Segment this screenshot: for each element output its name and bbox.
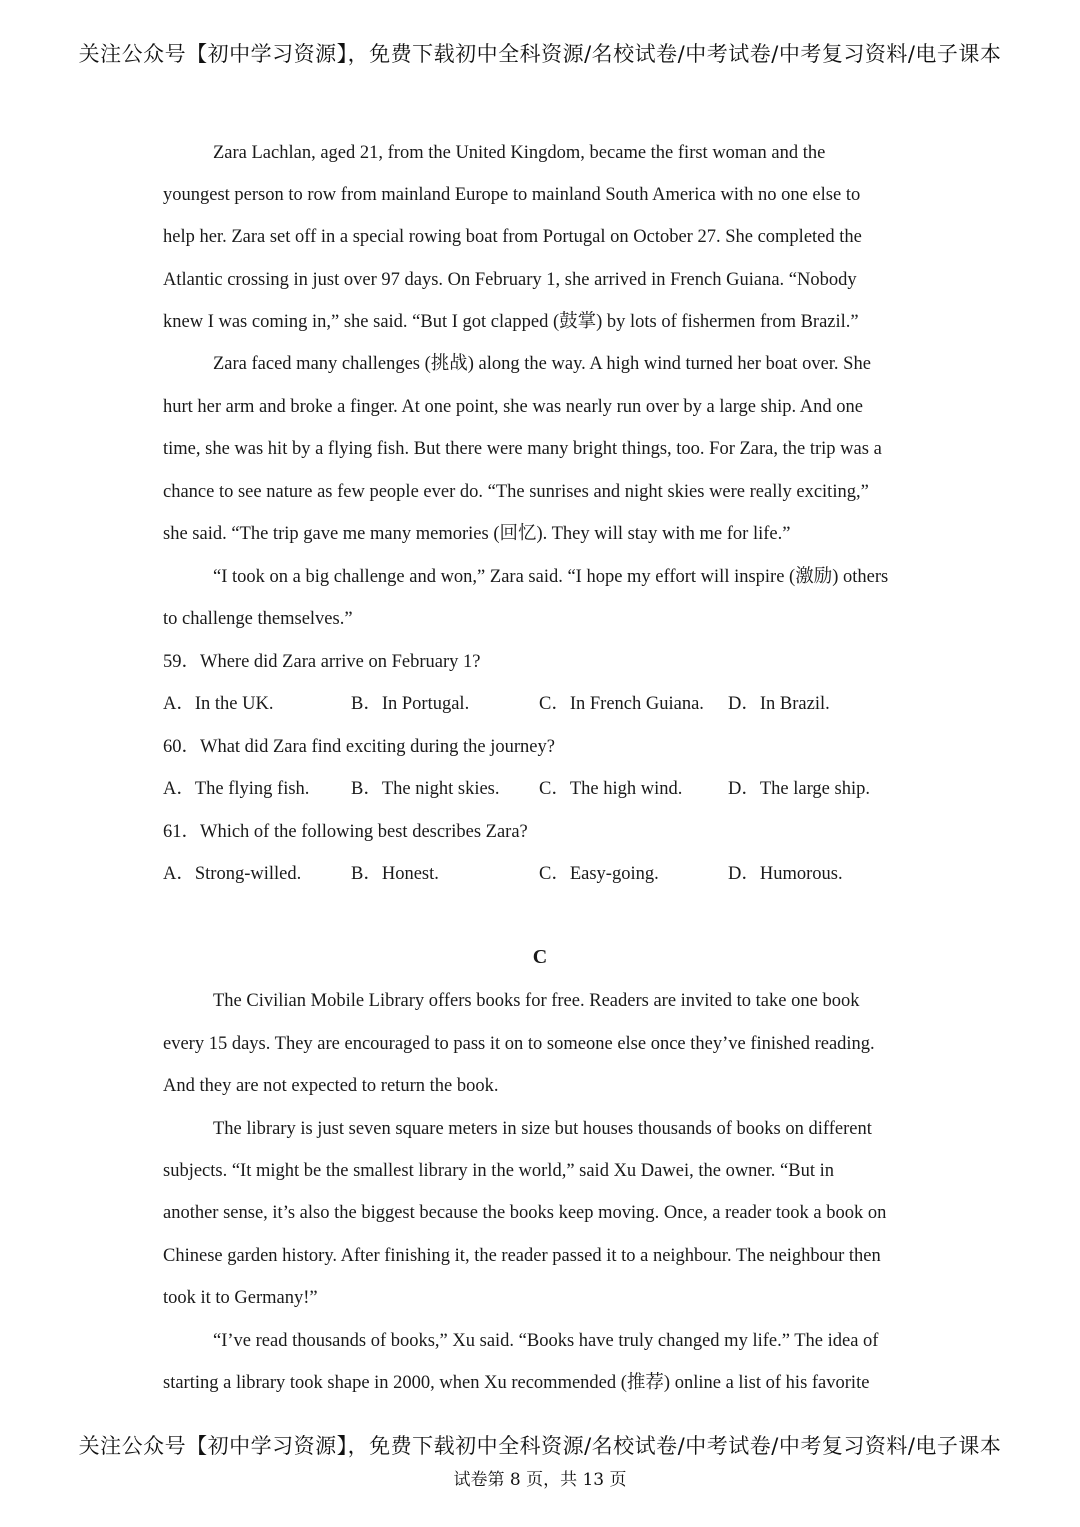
question-stem: 61．Which of the following best describes Zara? [163, 822, 528, 842]
passage-line: every 15 days. They are encouraged to pass it on to someone else once they’ve finished reading. [163, 1034, 875, 1054]
option-b: B．Honest. [351, 864, 439, 884]
option-c: C．The high wind. [539, 779, 683, 799]
option-a: A．Strong-willed. [163, 864, 302, 884]
passage-line: starting a library took shape in 2000, when Xu recommended (推荐) online a list of his favorite [163, 1373, 870, 1393]
passage-line: The library is just seven square meters in size but houses thousands of books on different [213, 1119, 872, 1139]
option-b: B．The night skies. [351, 779, 500, 799]
section-heading: C [532, 946, 548, 968]
passage-line: hurt her arm and broke a finger. At one point, she was nearly run over by a large ship. And one [163, 397, 863, 417]
passage-line: And they are not expected to return the book. [163, 1076, 499, 1096]
passage-line: Zara faced many challenges (挑战) along the way. A high wind turned her boat over. She [213, 354, 871, 374]
option-a: A．The flying fish. [163, 779, 310, 799]
passage-line: she said. “The trip gave me many memories (回忆). They will stay with me for life.” [163, 524, 791, 544]
passage-line: Chinese garden history. After finishing it, the reader passed it to a neighbour. The neighbour then [163, 1246, 881, 1266]
option-d: D．Humorous. [728, 864, 843, 884]
passage-line: youngest person to row from mainland Europe to mainland South America with no one else to [163, 185, 861, 205]
passage-line: chance to see nature as few people ever do. “The sunrises and night skies were really exciting,” [163, 482, 869, 502]
passage-line: “I took on a big challenge and won,” Zara said. “I hope my effort will inspire (激励) others [213, 567, 889, 587]
passage-line: another sense, it’s also the biggest because the books keep moving. Once, a reader took a book on [163, 1203, 887, 1223]
passage-line: knew I was coming in,” she said. “But I got clapped (鼓掌) by lots of fishermen from Brazil.” [163, 312, 859, 332]
option-c: C．In French Guiana. [539, 694, 704, 714]
footer-banner: 关注公众号【初中学习资源】，免费下载初中全科资源/名校试卷/中考试卷/中考复习资料/电子课本 [78, 1434, 1002, 1458]
option-c: C．Easy-going. [539, 864, 659, 884]
passage-line: took it to Germany!” [163, 1288, 318, 1308]
header-banner: 关注公众号【初中学习资源】，免费下载初中全科资源/名校试卷/中考试卷/中考复习资料/电子课本 [78, 42, 1002, 66]
passage-line: The Civilian Mobile Library offers books for free. Readers are invited to take one book [213, 991, 860, 1011]
option-a: A．In the UK. [163, 694, 274, 714]
passage-line: Zara Lachlan, aged 21, from the United Kingdom, became the first woman and the [213, 143, 826, 163]
passage-line: help her. Zara set off in a special rowing boat from Portugal on October 27. She completed the [163, 227, 862, 247]
passage-line: time, she was hit by a flying fish. But there were many bright things, too. For Zara, the trip was a [163, 439, 882, 459]
passage-line: subjects. “It might be the smallest library in the world,” said Xu Dawei, the owner. “But in [163, 1161, 834, 1181]
question-stem: 59．Where did Zara arrive on February 1? [163, 652, 481, 672]
option-d: D．The large ship. [728, 779, 870, 799]
passage-line: to challenge themselves.” [163, 609, 353, 629]
page-number: 试卷第 8 页，共 13 页 [453, 1470, 627, 1490]
passage-line: Atlantic crossing in just over 97 days. On February 1, she arrived in French Guiana. “Nobody [163, 270, 857, 290]
option-b: B．In Portugal. [351, 694, 470, 714]
question-stem: 60．What did Zara find exciting during the journey? [163, 737, 555, 757]
passage-line: “I’ve read thousands of books,” Xu said. “Books have truly changed my life.” The idea of [213, 1331, 879, 1351]
option-d: D．In Brazil. [728, 694, 830, 714]
